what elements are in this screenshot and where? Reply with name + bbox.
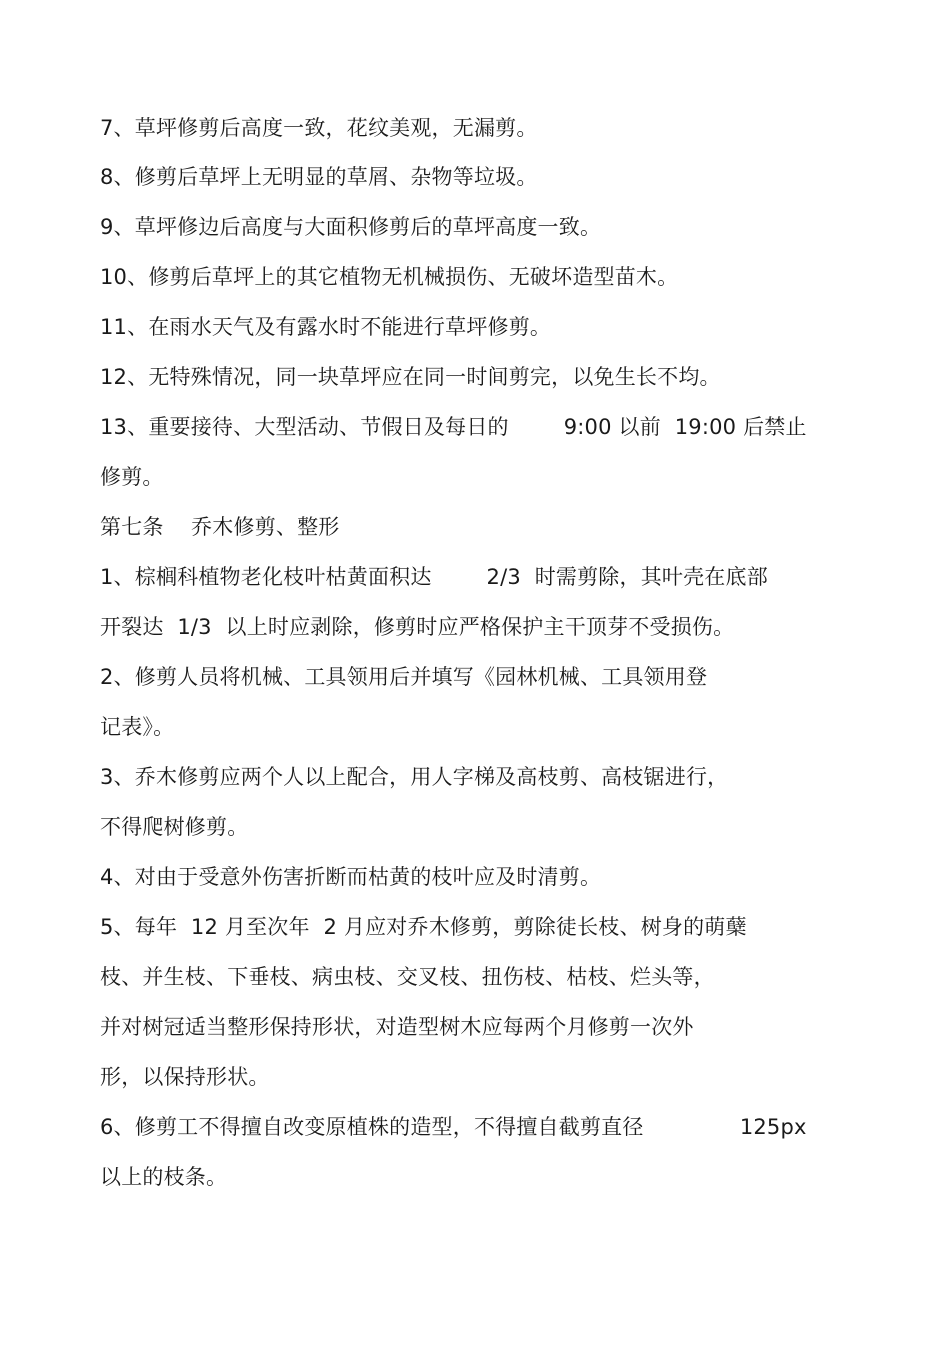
text-line-s6-cont: 以上的枝条。 — [100, 1165, 228, 1189]
text-line-s2-cont: 记表》。 — [100, 715, 175, 739]
text-line-s5-cont3: 形，以保持形状。 — [100, 1065, 270, 1089]
text-line-10: 10、修剪后草坪上的其它植物无机械损伤、无破坏造型苗木。 — [100, 265, 679, 289]
text-line-7: 7、草坪修剪后高度一致，花纹美观，无漏剪。 — [100, 116, 538, 140]
text-line-s1: 1、棕榈科植物老化枝叶枯黄面积达 2/3 时需剪除，其叶壳在底部 — [100, 565, 768, 589]
text-line-s5-cont1: 枝、并生枝、下垂枝、病虫枝、交叉枝、扭伤枝、枯枝、烂头等， — [100, 965, 715, 989]
text-line-s3: 3、乔木修剪应两个人以上配合，用人字梯及高枝剪、高枝锯进行， — [100, 765, 729, 789]
text-line-s6: 6、修剪工不得擅自改变原植株的造型，不得擅自截剪直径 125px — [100, 1115, 807, 1139]
text-line-12: 12、无特殊情况，同一块草坪应在同一时间剪完，以免生长不均。 — [100, 365, 721, 389]
text-line-s4: 4、对由于受意外伤害折断而枯黄的枝叶应及时清剪。 — [100, 865, 602, 889]
text-line-s2: 2、修剪人员将机械、工具领用后并填写《园林机械、工具领用登 — [100, 665, 708, 689]
text-line-13-cont: 修剪。 — [100, 465, 164, 489]
text-line-9: 9、草坪修边后高度与大面积修剪后的草坪高度一致。 — [100, 215, 602, 239]
text-line-s5: 5、每年 12 月至次年 2 月应对乔木修剪，剪除徒长枝、树身的萌蘖 — [100, 915, 747, 939]
section-heading: 第七条 乔木修剪、整形 — [100, 515, 340, 539]
text-line-s3-cont: 不得爬树修剪。 — [100, 815, 249, 839]
text-line-13: 13、重要接待、大型活动、节假日及每日的 9:00 以前 19:00 后禁止 — [100, 415, 807, 439]
text-line-11: 11、在雨水天气及有露水时不能进行草坪修剪。 — [100, 315, 552, 339]
text-line-s5-cont2: 并对树冠适当整形保持形状，对造型树木应每两个月修剪一次外 — [100, 1015, 694, 1039]
text-line-s1-cont: 开裂达 1/3 以上时应剥除，修剪时应严格保护主干顶芽不受损伤。 — [100, 615, 735, 639]
text-line-8: 8、修剪后草坪上无明显的草屑、杂物等垃圾。 — [100, 165, 538, 189]
